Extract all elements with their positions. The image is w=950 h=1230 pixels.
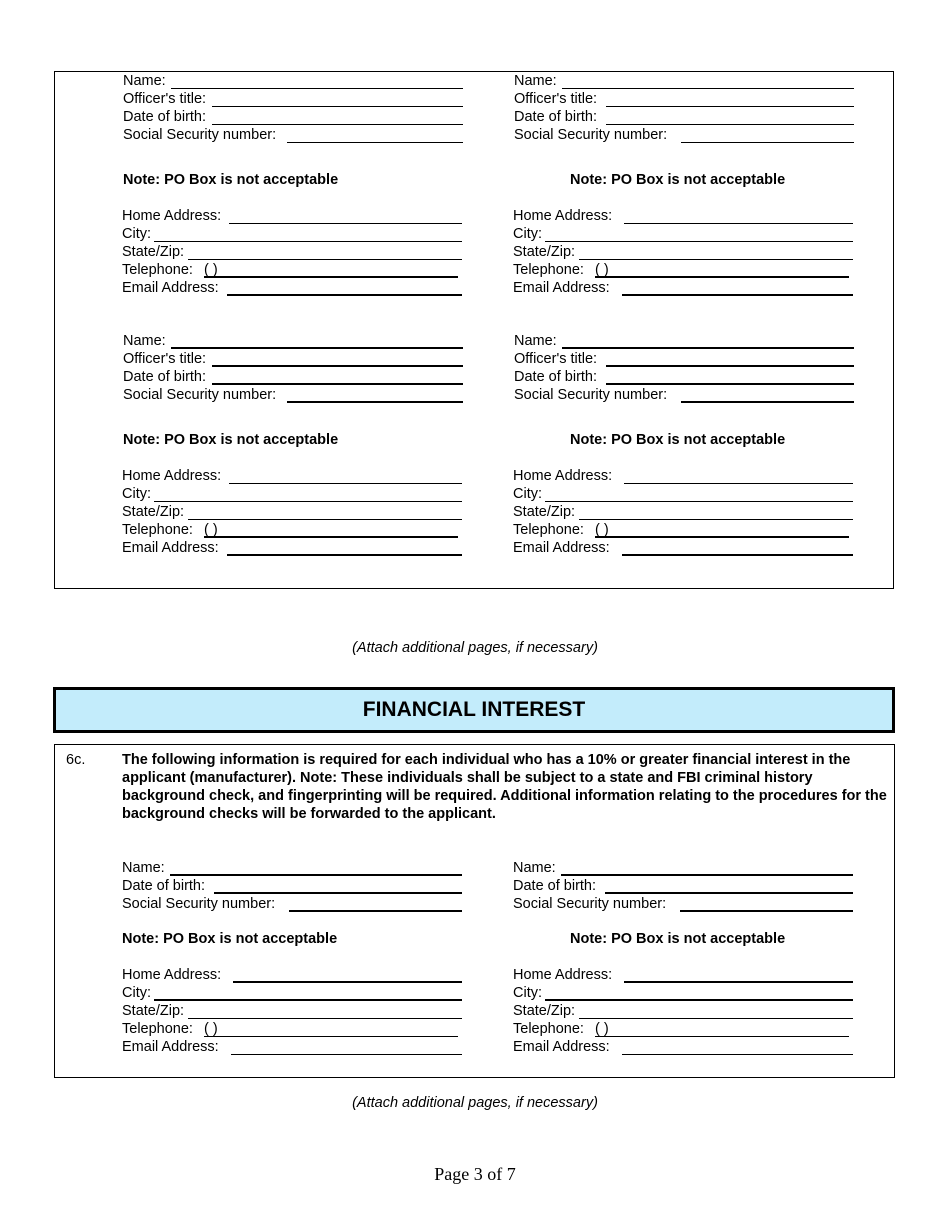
po-box-note: Note: PO Box is not acceptable xyxy=(123,432,339,448)
email-label: Email Address: xyxy=(122,1039,219,1055)
email-field[interactable] xyxy=(513,539,853,557)
state-zip-input-line[interactable] xyxy=(188,519,462,520)
city-input-line[interactable] xyxy=(545,999,853,1001)
telephone-field[interactable] xyxy=(513,521,849,539)
city-label: City: xyxy=(122,985,151,1001)
home-address-input-line[interactable] xyxy=(229,483,462,484)
po-box-note: Note: PO Box is not acceptable xyxy=(123,172,339,188)
ssn-input-line[interactable] xyxy=(287,401,463,403)
dob-input-line[interactable] xyxy=(212,383,463,385)
state-zip-label: State/Zip: xyxy=(513,504,576,520)
telephone-input-line[interactable] xyxy=(204,536,458,538)
dob-field[interactable] xyxy=(513,877,853,895)
dob-label: Date of birth: xyxy=(513,878,597,894)
area-code-parens: ( ) xyxy=(204,522,218,538)
name-field[interactable] xyxy=(514,332,854,350)
name-input-line[interactable] xyxy=(561,874,853,876)
state-zip-field[interactable] xyxy=(122,1002,462,1020)
home-address-field[interactable] xyxy=(513,207,853,225)
home-address-field[interactable] xyxy=(122,467,462,485)
state-zip-label: State/Zip: xyxy=(513,244,576,260)
name-field[interactable] xyxy=(514,72,854,90)
name-input-line[interactable] xyxy=(171,88,463,89)
home-address-input-line[interactable] xyxy=(233,981,462,983)
telephone-label: Telephone: xyxy=(122,522,193,538)
ssn-input-line[interactable] xyxy=(681,142,854,143)
area-code-parens: ( ) xyxy=(204,262,218,278)
state-zip-label: State/Zip: xyxy=(122,504,185,520)
state-zip-field[interactable] xyxy=(513,1002,853,1020)
ssn-field[interactable] xyxy=(513,895,853,913)
state-zip-field[interactable] xyxy=(122,503,462,521)
area-code-parens: ( ) xyxy=(204,1021,218,1037)
name-input-line[interactable] xyxy=(171,347,463,349)
name-field[interactable] xyxy=(122,859,462,877)
dob-input-line[interactable] xyxy=(606,383,854,385)
name-field[interactable] xyxy=(123,72,463,90)
ssn-input-line[interactable] xyxy=(681,401,854,403)
telephone-label: Telephone: xyxy=(122,262,193,278)
state-zip-field[interactable] xyxy=(122,243,462,261)
email-field[interactable] xyxy=(122,539,462,557)
email-field[interactable] xyxy=(122,279,462,297)
officer-title-field[interactable] xyxy=(123,350,463,368)
area-code-parens: ( ) xyxy=(595,262,609,278)
ssn-label: Social Security number: xyxy=(514,387,668,403)
state-zip-input-line[interactable] xyxy=(188,259,462,260)
city-label: City: xyxy=(122,486,151,502)
email-field[interactable] xyxy=(513,1038,853,1056)
email-input-line[interactable] xyxy=(622,294,853,296)
home-address-label: Home Address: xyxy=(513,208,613,224)
officer-title-label: Officer's title: xyxy=(123,351,207,367)
city-input-line[interactable] xyxy=(154,241,462,242)
name-label: Name: xyxy=(513,860,556,876)
state-zip-field[interactable] xyxy=(513,503,853,521)
home-address-field[interactable] xyxy=(513,467,853,485)
home-address-field[interactable] xyxy=(122,966,462,984)
city-label: City: xyxy=(513,226,542,242)
dob-field[interactable] xyxy=(514,108,854,126)
name-label: Name: xyxy=(122,860,165,876)
telephone-field[interactable] xyxy=(122,521,458,539)
attach-note-financial: (Attach additional pages, if necessary) xyxy=(352,1095,598,1111)
city-field[interactable] xyxy=(513,485,853,503)
dob-input-line[interactable] xyxy=(606,124,854,125)
officer-title-input-line[interactable] xyxy=(212,365,463,367)
dob-input-line[interactable] xyxy=(212,124,463,125)
home-address-input-line[interactable] xyxy=(624,981,853,983)
email-input-line[interactable] xyxy=(227,294,462,296)
email-input-line[interactable] xyxy=(227,554,462,556)
city-field[interactable] xyxy=(513,225,853,243)
state-zip-input-line[interactable] xyxy=(579,1018,853,1019)
dob-field[interactable] xyxy=(123,368,463,386)
officer-title-field[interactable] xyxy=(514,90,854,108)
page-number: Page 3 of 7 xyxy=(434,1164,516,1184)
state-zip-label: State/Zip: xyxy=(122,1003,185,1019)
item-instructions: The following information is required for each individual who has a 10% or greater financial interest in the applicant (manufacturer). Note: These individuals shall be subject to a state and FBI criminal history background check, and fingerprinting will be required. Additional information relating to the procedures for the background checks will be forwarded to the applicant. xyxy=(122,752,887,822)
ssn-field[interactable] xyxy=(123,386,463,404)
dob-input-line[interactable] xyxy=(214,892,462,894)
home-address-input-line[interactable] xyxy=(229,223,462,224)
state-zip-field[interactable] xyxy=(513,243,853,261)
dob-label: Date of birth: xyxy=(123,109,207,125)
telephone-input-line[interactable] xyxy=(595,276,849,278)
city-field[interactable] xyxy=(122,225,462,243)
name-input-line[interactable] xyxy=(562,347,854,349)
item-number: 6c. xyxy=(66,752,86,768)
home-address-label: Home Address: xyxy=(513,967,613,983)
dob-label: Date of birth: xyxy=(122,878,206,894)
officer-title-field[interactable] xyxy=(514,350,854,368)
ssn-label: Social Security number: xyxy=(514,127,668,143)
home-address-input-line[interactable] xyxy=(624,223,853,224)
name-label: Name: xyxy=(123,73,166,89)
officer-title-label: Officer's title: xyxy=(514,91,598,107)
email-label: Email Address: xyxy=(122,540,219,556)
ssn-field[interactable] xyxy=(123,126,463,144)
name-field[interactable] xyxy=(513,859,853,877)
email-label: Email Address: xyxy=(122,280,219,296)
city-label: City: xyxy=(513,486,542,502)
telephone-input-line[interactable] xyxy=(595,1036,849,1037)
area-code-parens: ( ) xyxy=(595,522,609,538)
home-address-field[interactable] xyxy=(513,966,853,984)
ssn-label: Social Security number: xyxy=(513,896,667,912)
officer-title-label: Officer's title: xyxy=(514,351,598,367)
ssn-label: Social Security number: xyxy=(122,896,276,912)
telephone-field[interactable] xyxy=(122,1020,458,1038)
state-zip-label: State/Zip: xyxy=(122,244,185,260)
po-box-note: Note: PO Box is not acceptable xyxy=(570,432,786,448)
financial-interest-banner: FINANCIAL INTEREST xyxy=(53,687,895,733)
ssn-label: Social Security number: xyxy=(123,387,277,403)
telephone-field[interactable] xyxy=(513,1020,849,1038)
telephone-label: Telephone: xyxy=(122,1021,193,1037)
officer-title-input-line[interactable] xyxy=(212,106,463,107)
ssn-field[interactable] xyxy=(122,895,462,913)
ssn-input-line[interactable] xyxy=(680,910,853,912)
telephone-label: Telephone: xyxy=(513,1021,584,1037)
state-zip-input-line[interactable] xyxy=(188,1018,462,1019)
officer-title-label: Officer's title: xyxy=(123,91,207,107)
telephone-input-line[interactable] xyxy=(204,1036,458,1037)
dob-field[interactable] xyxy=(122,877,462,895)
city-field[interactable] xyxy=(122,984,462,1002)
state-zip-label: State/Zip: xyxy=(513,1003,576,1019)
home-address-input-line[interactable] xyxy=(624,483,853,484)
city-input-line[interactable] xyxy=(545,501,853,502)
home-address-label: Home Address: xyxy=(122,468,222,484)
city-field[interactable] xyxy=(122,485,462,503)
name-label: Name: xyxy=(514,73,557,89)
telephone-input-line[interactable] xyxy=(595,536,849,538)
po-box-note: Note: PO Box is not acceptable xyxy=(570,172,786,188)
telephone-field[interactable] xyxy=(122,261,458,279)
po-box-note: Note: PO Box is not acceptable xyxy=(570,931,786,947)
email-label: Email Address: xyxy=(513,280,610,296)
area-code-parens: ( ) xyxy=(595,1021,609,1037)
telephone-label: Telephone: xyxy=(513,262,584,278)
home-address-label: Home Address: xyxy=(122,967,222,983)
ssn-input-line[interactable] xyxy=(289,910,462,912)
ssn-field[interactable] xyxy=(514,126,854,144)
officer-title-input-line[interactable] xyxy=(606,106,854,107)
city-input-line[interactable] xyxy=(545,241,853,242)
ssn-input-line[interactable] xyxy=(287,142,463,143)
email-input-line[interactable] xyxy=(231,1054,462,1055)
attach-note-officers: (Attach additional pages, if necessary) xyxy=(352,640,598,656)
telephone-input-line[interactable] xyxy=(204,276,458,278)
name-label: Name: xyxy=(123,333,166,349)
dob-label: Date of birth: xyxy=(514,109,598,125)
dob-field[interactable] xyxy=(514,368,854,386)
officer-title-field[interactable] xyxy=(123,90,463,108)
ssn-label: Social Security number: xyxy=(123,127,277,143)
telephone-label: Telephone: xyxy=(513,522,584,538)
home-address-field[interactable] xyxy=(122,207,462,225)
dob-label: Date of birth: xyxy=(514,369,598,385)
city-label: City: xyxy=(513,985,542,1001)
email-label: Email Address: xyxy=(513,1039,610,1055)
dob-label: Date of birth: xyxy=(123,369,207,385)
telephone-field[interactable] xyxy=(513,261,849,279)
email-field[interactable] xyxy=(513,279,853,297)
state-zip-input-line[interactable] xyxy=(579,519,853,520)
email-label: Email Address: xyxy=(513,540,610,556)
city-input-line[interactable] xyxy=(154,999,462,1001)
home-address-label: Home Address: xyxy=(513,468,613,484)
name-input-line[interactable] xyxy=(170,874,462,876)
name-field[interactable] xyxy=(123,332,463,350)
officer-title-input-line[interactable] xyxy=(606,365,854,367)
dob-input-line[interactable] xyxy=(605,892,853,894)
home-address-label: Home Address: xyxy=(122,208,222,224)
name-input-line[interactable] xyxy=(562,88,854,89)
ssn-field[interactable] xyxy=(514,386,854,404)
email-input-line[interactable] xyxy=(622,554,853,556)
city-label: City: xyxy=(122,226,151,242)
email-field[interactable] xyxy=(122,1038,462,1056)
dob-field[interactable] xyxy=(123,108,463,126)
email-input-line[interactable] xyxy=(622,1054,853,1055)
city-field[interactable] xyxy=(513,984,853,1002)
po-box-note: Note: PO Box is not acceptable xyxy=(122,931,338,947)
city-input-line[interactable] xyxy=(154,501,462,502)
state-zip-input-line[interactable] xyxy=(579,259,853,260)
name-label: Name: xyxy=(514,333,557,349)
